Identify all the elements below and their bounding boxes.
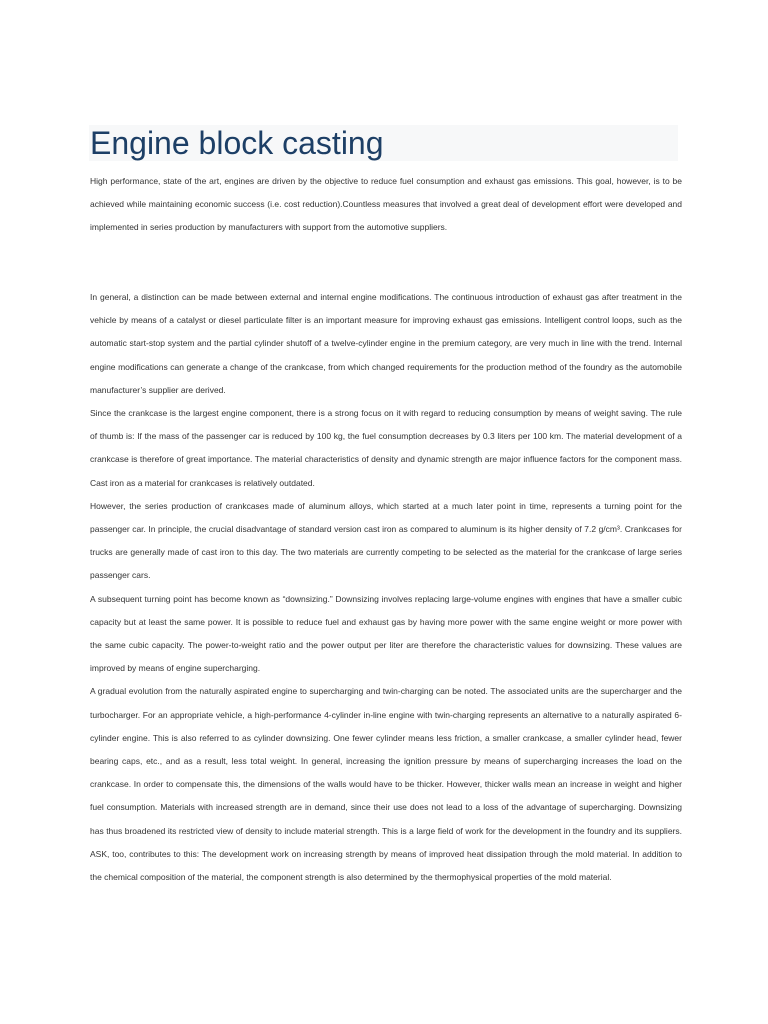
paragraph-crankcase-weight: Since the crankcase is the largest engine component, there is a strong focus on it with regard to reducing consumption by means of weight saving. The rule of thumb is: If the mass of the passenger car is reduced by 100 kg, the fuel consumption decreases by 0.3 liters per 100 km. The material development of a crankcase is therefore of great importance. The material characteristics of density and dynamic strength are major influence factors for the component mass. Cast iron as a material for crankcases is relatively outdated. bbox=[90, 408, 682, 488]
article-body bbox=[90, 170, 682, 889]
paragraph-downsizing: A subsequent turning point has become known as “downsizing.” Downsizing involves replacing large-volume engines with engines that have a smaller cubic capacity but at least the same power. It is possible to reduce fuel and exhaust gas by having more power with the same engine weight or more power with the same cubic capacity. The power-to-weight ratio and the power output per liter are therefore the characteristic values for downsizing. These values are improved by means of engine supercharging. bbox=[90, 593, 682, 674]
paragraph-modifications: In general, a distinction can be made between external and internal engine modifications. The continuous introduction of exhaust gas after treatment in the vehicle by means of a catalyst or diesel particulate filter is an important measure for improving exhaust gas emissions. Intelligent control loops, such as the automatic start-stop system and the partial cylinder shutoff of a twelve-cylinder engine in the premium category, are very much in line with the trend. Internal engine modifications can generate a change of the crankcase, from which changed requirements for the production method of the foundry as the automobile manufacturer’s supplier are derived. bbox=[90, 292, 682, 395]
paragraph-intro: High performance, state of the art, engines are driven by the objective to reduce fuel consumption and exhaust gas emissions. This goal, however, is to be achieved while maintaining economic success (i.e. cost reduction).Countless measures that involved a great deal of development effort were developed and implemented in series production by manufacturers with support from the automotive suppliers. bbox=[90, 176, 682, 233]
page-title: Engine block casting bbox=[90, 125, 384, 161]
paragraph-aluminum: However, the series production of crankcases made of aluminum alloys, which started at a much later point in time, represents a turning point for the passenger car. In principle, the crucial disadvantage of standard version cast iron as compared to aluminum is its higher density of 7.2 g/cm³. Crankcases for trucks are generally made of cast iron to this day. The two materials are currently competing to be selected as the material for the crankcase of large series passenger cars. bbox=[90, 500, 682, 581]
paragraph-supercharging: A gradual evolution from the naturally aspirated engine to supercharging and twin-charging can be noted. The associated units are the supercharger and the turbocharger. For an appropriate vehicle, a high-performance 4-cylinder in-line engine with twin-charging represents an alternative to a naturally aspirated 6-cylinder engine. This is also referred to as cylinder downsizing. One fewer cylinder means less friction, a smaller crankcase, a smaller cylinder head, fewer bearing caps, etc., and as a result, less total weight. In general, increasing the ignition pressure by means of supercharging increases the load on the crankcase. In order to compensate this, the dimensions of the walls would have to be thicker. However, thicker walls mean an increase in weight and higher fuel consumption. Materials with increased strength are in demand, since their use does not lead to a loss of the advantage of supercharging. Downsizing has thus broadened its restricted view of density to include material strength. This is a large field of work for the development in the foundry and its suppliers. ASK, too, contributes to this: The development work on increasing strength by means of improved heat dissipation through the mold material. In addition to the chemical composition of the material, the component strength is also determined by the thermophysical properties of the mold material. bbox=[90, 686, 682, 883]
